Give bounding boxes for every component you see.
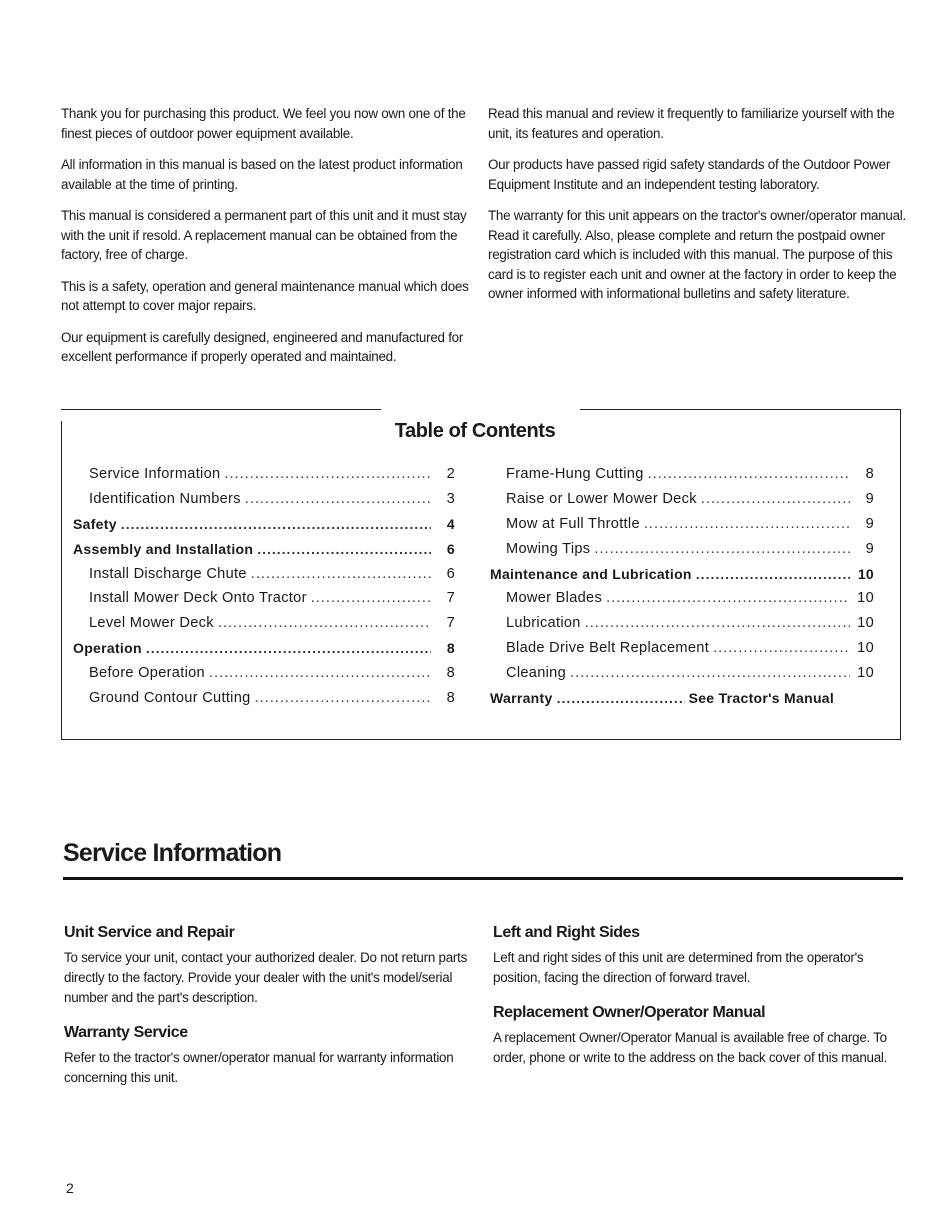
toc-entry-label: Assembly and Installation — [73, 540, 254, 557]
intro-paragraph: This manual is considered a permanent part of this unit and it must stay with the unit if resold. A replacement manual can be obtained from the factory, free of charge. — [61, 208, 467, 262]
toc-left-column — [73, 466, 455, 715]
toc-leader-dots — [557, 690, 685, 706]
toc-entry[interactable] — [490, 615, 874, 640]
toc-entry-page: 3 — [446, 490, 455, 507]
toc-entry[interactable] — [73, 615, 455, 640]
intro-paragraph: All information in this manual is based on the latest product information available at the time of printing. — [61, 157, 463, 192]
intro-paragraph: Read this manual and review it frequently to familiarize yourself with the unit, its features and operation. — [488, 106, 895, 141]
toc-top-rule-left — [61, 409, 381, 410]
service-left-column — [64, 924, 474, 1104]
toc-entry[interactable] — [490, 566, 874, 591]
toc-entry[interactable] — [73, 566, 455, 591]
toc-leader-dots — [606, 590, 850, 606]
toc-entry-label: Lubrication — [506, 615, 581, 632]
toc-entry-label: Before Operation — [89, 665, 205, 682]
toc-entry-page: 8 — [446, 690, 455, 707]
toc-entry[interactable] — [490, 690, 874, 715]
toc-entry-label: Warranty — [490, 690, 553, 707]
toc-entry-label: Install Discharge Chute — [89, 565, 247, 582]
section-divider — [63, 877, 903, 880]
intro-paragraph: Our products have passed rigid safety standards of the Outdoor Power Equipment Institute and an independent testing laboratory. — [488, 157, 891, 192]
toc-entry[interactable] — [73, 665, 455, 690]
toc-entry-page: 10 — [857, 615, 874, 632]
toc-entry-page: 10 — [857, 565, 874, 582]
service-right-column — [493, 924, 913, 1084]
toc-entry-page: 2 — [446, 466, 455, 482]
toc-leader-dots — [570, 665, 850, 681]
toc-entry-label: Install Mower Deck Onto Tractor — [89, 590, 307, 607]
toc-entry-page: 9 — [865, 490, 874, 507]
toc-entry[interactable] — [490, 466, 874, 491]
toc-entry-label: Safety — [73, 515, 117, 532]
toc-entry-page: 6 — [446, 565, 455, 582]
intro-paragraph: This is a safety, operation and general maintenance manual which does not attempt to cover major repairs. — [61, 278, 469, 313]
toc-leader-dots — [251, 566, 431, 582]
toc-entry-label: Mow at Full Throttle — [506, 515, 640, 532]
toc-entry-page: 4 — [446, 515, 455, 532]
toc-entry[interactable] — [73, 541, 455, 566]
toc-entry-page: 6 — [446, 540, 455, 557]
toc-entry-label: Cleaning — [506, 665, 567, 682]
toc-entry-page: 8 — [446, 665, 455, 682]
toc-leader-dots — [224, 466, 431, 482]
toc-entry-page: 8 — [446, 640, 455, 657]
toc-entry-label: Maintenance and Lubrication — [490, 565, 692, 582]
toc-entry-label: Level Mower Deck — [89, 615, 214, 632]
toc-leader-dots — [585, 615, 850, 631]
intro-paragraph: The warranty for this unit appears on the tractor's owner/operator manual. Read it carefully. Also, please complete and return the postpaid owner registration card which is included with this manual. The purpose of this card is to register each unit and owner at the factory in order to keep the owner informed with informational bulletins and safety literature. — [488, 208, 906, 301]
toc-leader-dots — [209, 665, 431, 681]
subsection-body: Left and right sides of this unit are determined from the operator's position, facing the direction of forward travel. — [493, 950, 864, 985]
toc-entry[interactable] — [73, 590, 455, 615]
section-title: Service Information — [63, 839, 282, 867]
toc-leader-dots — [121, 516, 431, 532]
intro-right-column — [488, 104, 908, 316]
toc-top-rule-right — [580, 409, 900, 410]
toc-leader-dots — [257, 541, 431, 557]
toc-leader-dots — [644, 516, 850, 532]
toc-entry-label: Identification Numbers — [89, 490, 241, 507]
toc-entry-label: Mowing Tips — [506, 540, 591, 557]
toc-entry-page: 7 — [446, 590, 455, 607]
toc-entry[interactable] — [490, 541, 874, 566]
toc-title: Table of Contents — [394, 420, 556, 442]
toc-leader-dots — [701, 491, 850, 507]
toc-entry-label: Frame-Hung Cutting — [506, 466, 644, 482]
toc-entry[interactable] — [490, 491, 874, 516]
subsection-body: A replacement Owner/Operator Manual is available free of charge. To order, phone or write to the address on the back cover of this manual. — [493, 1030, 888, 1065]
toc-leader-dots — [696, 566, 850, 582]
toc-entry[interactable] — [490, 516, 874, 541]
toc-entry[interactable] — [73, 640, 455, 665]
toc-entry-label: Blade Drive Belt Replacement — [506, 640, 710, 657]
toc-entry[interactable] — [73, 516, 455, 541]
toc-entry-page: 7 — [446, 615, 455, 632]
toc-entry[interactable] — [490, 640, 874, 665]
toc-entry[interactable] — [490, 665, 874, 690]
toc-leader-dots — [255, 690, 431, 706]
toc-entry[interactable] — [73, 466, 455, 491]
toc-entry-label: Raise or Lower Mower Deck — [506, 490, 697, 507]
subsection-heading: Unit Service and Repair — [64, 924, 235, 941]
intro-paragraph: Thank you for purchasing this product. We feel you now own one of the finest pieces of outdoor power equipment available. — [61, 106, 466, 141]
subsection-body: To service your unit, contact your authorized dealer. Do not return parts directly to the factory. Provide your dealer with the unit's model/serial number and the part's description. — [64, 950, 468, 1005]
toc-entry-page: 10 — [857, 665, 874, 682]
toc-entry-page: See Tractor's Manual — [688, 690, 835, 707]
intro-left-column — [61, 104, 476, 379]
toc-leader-dots — [594, 541, 850, 557]
subsection-body: Refer to the tractor's owner/operator manual for warranty information concerning this unit. — [64, 1050, 454, 1085]
toc-entry-label: Service Information — [89, 466, 221, 482]
page-number: 2 — [66, 1180, 74, 1196]
toc-entry-page: 9 — [865, 515, 874, 532]
toc-entry-page: 10 — [857, 640, 874, 657]
subsection-heading: Replacement Owner/Operator Manual — [493, 1004, 766, 1021]
toc-right-column — [490, 466, 874, 715]
toc-entry-page: 8 — [865, 466, 874, 482]
toc-leader-dots — [218, 615, 431, 631]
toc-entry[interactable] — [490, 590, 874, 615]
toc-leader-dots — [311, 590, 431, 606]
toc-leader-dots — [713, 640, 850, 656]
toc-entry-page: 9 — [865, 540, 874, 557]
toc-entry-label: Mower Blades — [506, 590, 603, 607]
intro-paragraph: Our equipment is carefully designed, engineered and manufactured for excellent performance if properly operated and maintained. — [61, 329, 464, 364]
toc-entry-label: Operation — [73, 640, 142, 657]
toc-entry-label: Ground Contour Cutting — [89, 690, 251, 707]
subsection-heading: Left and Right Sides — [493, 924, 640, 941]
subsection-heading: Warranty Service — [64, 1024, 188, 1041]
toc-leader-dots — [146, 640, 431, 656]
toc-entry[interactable] — [73, 690, 455, 715]
toc-leader-dots — [245, 491, 431, 507]
toc-leader-dots — [648, 466, 850, 482]
toc-entry-page: 10 — [857, 590, 874, 607]
toc-entry[interactable] — [73, 491, 455, 516]
